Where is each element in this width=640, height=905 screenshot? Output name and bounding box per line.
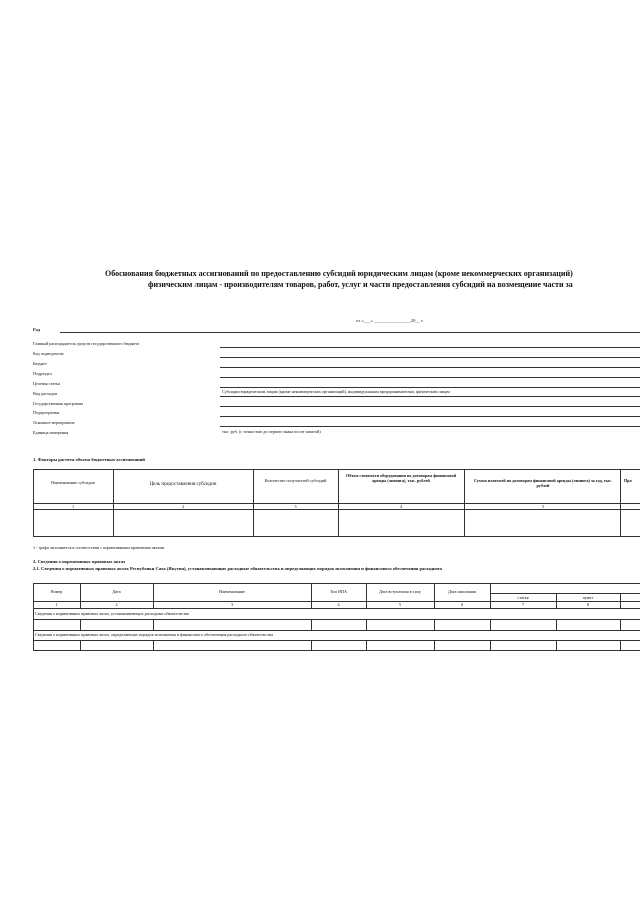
table-border	[33, 583, 640, 584]
field-label-subprogram: Подпрограмма	[33, 410, 60, 415]
col-number: 1	[71, 504, 75, 509]
table-border	[311, 619, 312, 630]
col-header-recipients: Количество получателей субсидий	[264, 478, 327, 483]
field-underline	[220, 406, 640, 407]
table-border	[80, 640, 81, 650]
col-header-end-date: Дата окончания	[447, 589, 477, 594]
field-underline	[220, 387, 640, 388]
col-header-effective-date: Дата вступления в силу	[378, 589, 422, 594]
table-border	[33, 619, 640, 620]
col-header-truncated: Про	[624, 478, 632, 483]
col-number: 2	[115, 602, 118, 607]
col-number: 3	[294, 504, 297, 509]
table-border	[434, 619, 435, 630]
field-underline	[220, 416, 640, 417]
section2-title: 2. Сведения о нормативных правовых актах	[33, 559, 126, 564]
field-label-expense-type: Вид расходов	[33, 391, 58, 396]
field-underline	[220, 396, 640, 397]
col-header-equipment-cost: Объем стоимости оборудования по договорам финансовой аренды (лизинга), тыс. рублей	[345, 473, 457, 483]
table-border	[620, 619, 621, 630]
col-number: 2	[181, 504, 185, 509]
table-border	[490, 593, 640, 594]
col-header-date: Дата	[112, 589, 121, 594]
table-border	[366, 619, 367, 630]
col-header-purpose: Цель предоставления субсидии	[149, 482, 217, 487]
section1-footnote: 1 - графа заполняется в соответствии с нормативными правовыми актами	[33, 545, 165, 550]
table-border	[490, 640, 491, 650]
table-border	[153, 583, 154, 608]
col-number: 6	[460, 602, 464, 607]
field-value-unit: тыс. руб. (с точностью до первого знака после запятой)	[222, 429, 321, 434]
table-border	[33, 640, 640, 641]
col-header-name: Наименование	[218, 589, 246, 594]
col-header-clause: пункт	[582, 595, 594, 600]
field-label-target: Целевая статья	[33, 381, 60, 386]
table-border	[556, 619, 557, 630]
table-border	[434, 640, 435, 650]
field-underline	[220, 347, 640, 348]
table-border	[366, 640, 367, 650]
field-underline	[220, 357, 640, 358]
field-label-activity: Основное мероприятие	[33, 420, 75, 425]
table-border	[33, 583, 34, 650]
table-border	[113, 469, 114, 536]
col-header-payments: Сумма платежей по договорам финансовой аренды (лизинга) за год, тыс. рублей	[473, 478, 613, 488]
table-border	[33, 509, 640, 510]
table-border	[556, 593, 557, 608]
table-border	[33, 469, 640, 470]
table-border	[33, 608, 640, 609]
section2-subtitle: 2.1. Сведения о нормативных правовых актах Республики Саха (Якутия), устанавливающих расходные обязательства и определяющих порядок исполнения и финансового обеспечения расходного	[33, 566, 443, 571]
document-title-line1: Обоснования бюджетных ассигнований по предоставлению субсидий юридическим лицам (кроме некоммерческих организаций)	[105, 269, 573, 278]
col-header-npa-type: Тип НПА	[329, 589, 348, 594]
col-number: 1	[55, 602, 58, 607]
table-border	[153, 640, 154, 650]
table-border	[33, 469, 34, 536]
table-border	[620, 469, 621, 536]
table-border	[490, 583, 491, 608]
table-border	[33, 536, 640, 537]
field-label-subsection: Подраздел	[33, 371, 52, 376]
col-header-article: статья	[517, 595, 529, 600]
table-border	[464, 469, 465, 536]
col-number: 7	[521, 602, 525, 607]
col-header-number: Номер	[50, 589, 63, 594]
field-label-program: Государственная программа	[33, 401, 84, 406]
table-border	[366, 583, 367, 608]
section1-title: 1. Факторы расчета объема бюджетных ассигнований	[33, 457, 145, 462]
col-number: 3	[230, 602, 234, 607]
table-border	[33, 630, 640, 631]
col-number: 5	[541, 504, 545, 509]
col-number: 8	[586, 602, 590, 607]
year-underline	[60, 332, 640, 333]
field-label-code: Код подведомств.	[33, 351, 65, 356]
table-border	[434, 583, 435, 608]
document-title-line2: физическим лицам - производителям товаров, работ, услуг и части предоставления субсидий на возмещение части за	[148, 280, 573, 289]
col-number: 4	[337, 602, 340, 607]
table-border	[253, 469, 254, 536]
table-border	[153, 619, 154, 630]
field-label-main-manager: Главный распорядитель средств государственного бюджета	[33, 341, 140, 346]
field-underline	[220, 426, 640, 427]
table-border	[556, 640, 557, 650]
table-border	[311, 640, 312, 650]
col-header-subsidy-name: Наименование субсидии	[51, 480, 95, 485]
table-border	[620, 640, 621, 650]
field-underline	[220, 367, 640, 368]
row-group-obligations: Сведения о нормативных правовых актах, устанавливающих расходные обязательства	[35, 611, 189, 616]
year-label: Год	[33, 327, 41, 332]
table-border	[80, 619, 81, 630]
table-border	[33, 650, 640, 651]
col-number: 4	[399, 504, 403, 509]
field-label-budget: Бюджет	[33, 361, 47, 366]
table-border	[338, 469, 339, 536]
table-border	[80, 583, 81, 608]
table-border	[620, 593, 621, 608]
table-border	[490, 619, 491, 630]
table-border	[311, 583, 312, 608]
field-label-unit: Единица измерения	[33, 430, 69, 435]
field-value-expense-type: Субсидии юридическим лицам (кроме некоммерческих организаций), индивидуальным предпринимателям, физическим лицам	[222, 389, 450, 394]
field-underline	[220, 377, 640, 378]
row-group-procedure: Сведения о нормативных правовых актах, определяющих порядок исполнения и финансового обеспечения расходного обязательства	[35, 632, 273, 637]
date-line: от «___» ________________20__ г.	[356, 318, 424, 323]
col-number: 5	[398, 602, 402, 607]
